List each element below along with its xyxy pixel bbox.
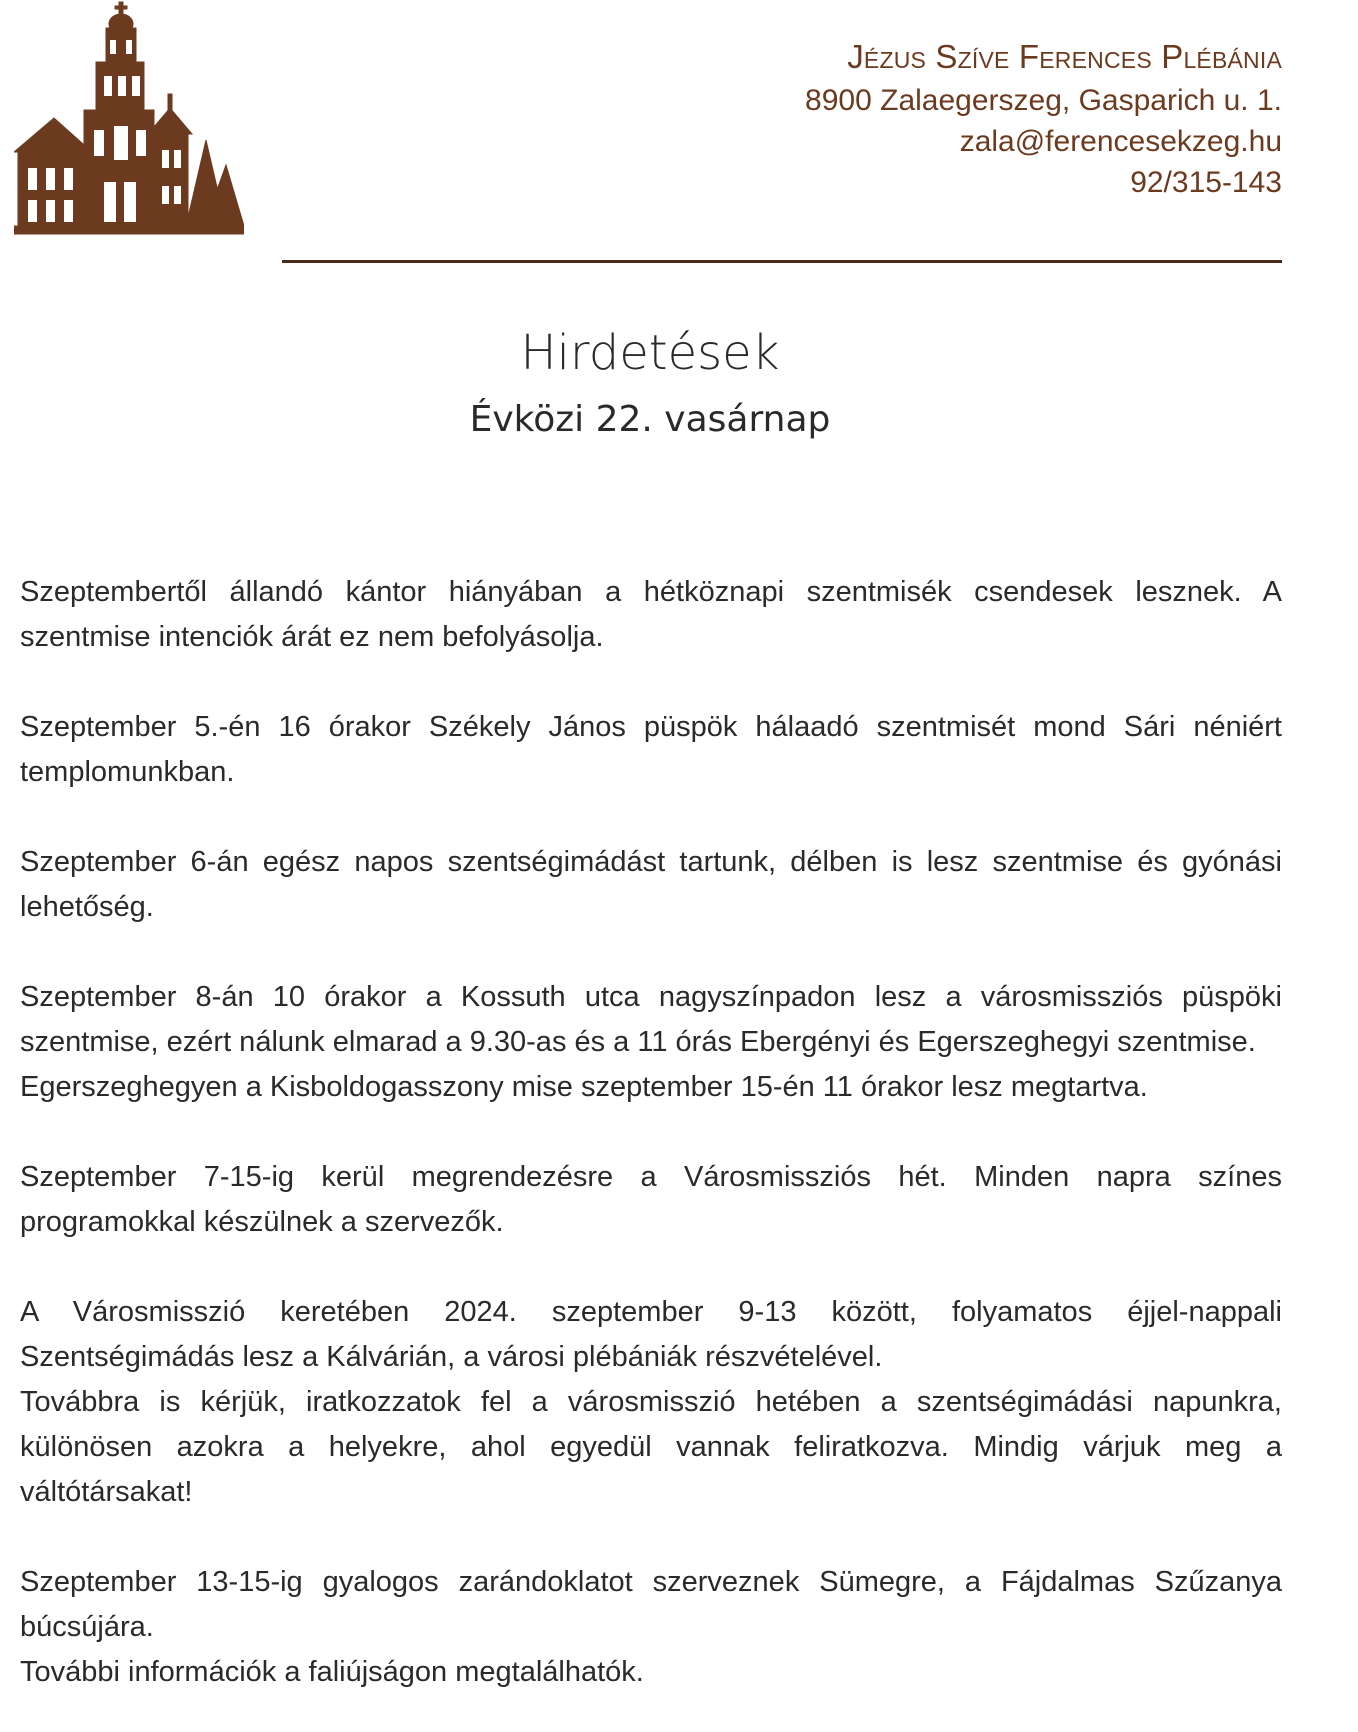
announcement-paragraph: A Városmisszió keretében 2024. szeptember 9-13 között, folyamatos éjjel-nappali Szentségimádás lesz a Kálvárián, a városi plébániák részvételével. [20,1296,1282,1373]
announcement-paragraph: Szeptember 8-án 10 órakor a Kossuth utca nagyszínpadon lesz a városmissziós püspöki szentmise, ezért nálunk elmarad a 9.30-as és a 11 órás Ebergényi és Egerszeghegyi szentmise. [20,981,1282,1058]
announcement-paragraph: Szeptember 7-15-ig kerül megrendezésre a Városmissziós hét. Minden napra színes programokkal készülnek a szervezők. [20,1161,1282,1238]
announcements [20,570,1282,1695]
announcement-paragraph: Szeptember 5.-én 16 órakor Székely János püspök hálaadó szentmisét mond Sári néniért templomunkban. [20,711,1282,788]
parish-email: zala@ferencesekzeg.hu [959,125,1282,158]
church-logo-icon [14,0,244,240]
page-subtitle: Évközi 22. vasárnap [469,399,831,440]
announcement-paragraph: Szeptember 13-15-ig gyalogos zarándoklatot szerveznek Sümegre, a Fájdalmas Szűzanya búcsújára. [20,1566,1282,1643]
announcement-paragraph: További információk a faliújságon megtalálhatók. [20,1656,644,1688]
page-title: Hirdetések [520,325,780,381]
announcement-paragraph: Szeptember 6-án egész napos szentségimádást tartunk, délben is lesz szentmise és gyónási lehetőség. [20,846,1282,923]
parish-phone: 92/315-143 [1130,166,1282,199]
parish-header [805,34,1282,203]
announcement-paragraph: Továbbra is kérjük, iratkozzatok fel a városmisszió hetében a szentségimádási napunkra, különösen azokra a helyekre, ahol egyedül vannak feliratkozva. Mindig várjuk meg a váltótársakat! [20,1386,1282,1508]
title-block [0,318,1300,450]
parish-name: Jézus Szíve Ferences Plébánia [847,38,1282,75]
announcement-paragraph: Egerszeghegyen a Kisboldogasszony mise szeptember 15-én 11 órakor lesz megtartva. [20,1071,1148,1103]
header-divider [282,260,1282,263]
announcement-paragraph: Szeptembertől állandó kántor hiányában a hétköznapi szentmisék csendesek lesznek. A szentmise intenciók árát ez nem befolyásolja. [20,576,1282,653]
parish-address: 8900 Zalaegerszeg, Gasparich u. 1. [805,84,1282,117]
